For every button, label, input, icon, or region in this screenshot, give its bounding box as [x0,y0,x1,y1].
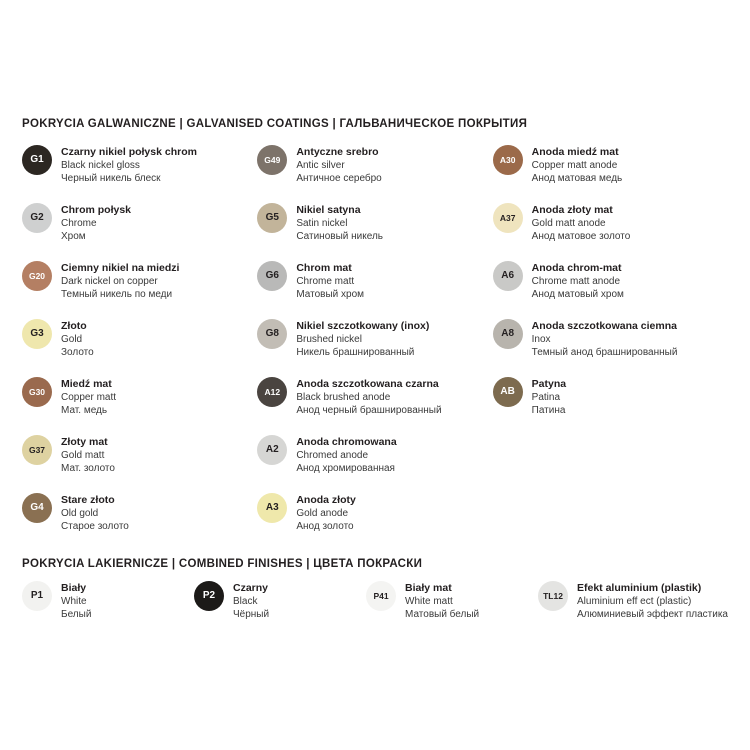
finish-name-ru: Анод матовое золото [531,231,631,242]
section-title-combined: POKRYCIA LAKIERNICZE | COMBINED FINISHES | ЦВЕТА ПОКРАСКИ [22,558,423,570]
finish-name-ru: Белый [61,609,92,620]
finish-name-ru: Античное серебро [296,173,382,184]
finish-name-pl: Biały [61,582,87,594]
finish-labels [61,377,116,417]
finish-item[interactable] [257,435,492,493]
finish-name-pl: Anoda szczotkowana ciemna [531,320,677,332]
finish-name-ru: Черный никель блеск [61,173,161,184]
finish-item[interactable] [22,581,194,639]
finish-name-en: Black brushed anode [296,392,391,403]
finish-labels [296,261,364,301]
finish-labels [296,203,383,243]
finish-labels [296,145,381,185]
finish-swatch: A6 [493,261,523,291]
finish-swatch: P41 [366,581,396,611]
finish-labels [532,261,624,301]
finish-item[interactable] [366,581,538,639]
finish-swatch: G1 [22,145,52,175]
finish-name-ru: Анод матовый хром [531,289,624,300]
finish-labels [532,203,631,243]
finish-labels [532,377,566,417]
finish-name-ru: Темный анод брашнированный [531,347,678,358]
finish-name-pl: Chrom połysk [61,204,132,216]
finish-item[interactable] [257,493,492,551]
finish-swatch: G49 [257,145,287,175]
finish-labels [61,435,115,475]
finish-labels [61,493,129,533]
finish-item[interactable] [493,203,728,261]
finish-name-en: Old gold [61,508,99,519]
finish-item[interactable] [22,319,257,377]
finish-name-en: Chrome [61,218,97,229]
finish-item[interactable] [257,261,492,319]
finish-swatch: G2 [22,203,52,233]
finish-name-en: Dark nickel on copper [61,276,158,287]
finish-labels [405,581,479,621]
finish-item[interactable] [194,581,366,639]
finish-labels [233,581,269,621]
finish-name-en: Black [233,596,258,607]
finish-name-ru: Темный никель по меди [61,289,173,300]
finish-item[interactable] [257,377,492,435]
finish-name-pl: Patyna [531,378,567,390]
finish-name-ru: Анод хромированная [296,463,395,474]
finish-name-en: Chromed anode [296,450,369,461]
finish-name-pl: Anoda chromowana [296,436,397,448]
finish-labels [296,377,441,417]
finish-labels [61,261,179,301]
finish-labels [61,319,94,359]
finish-name-pl: Anoda miedź mat [531,146,619,158]
finish-name-ru: Чёрный [233,609,270,620]
finish-item[interactable] [22,203,257,261]
finish-name-ru: Алюминиевый эффект пластика [577,609,728,620]
finish-swatch: G30 [22,377,52,407]
finish-name-en: Black nickel gloss [61,160,140,171]
finish-name-ru: Матовый хром [296,289,365,300]
finish-name-en: Gold matt [61,450,105,461]
finish-item[interactable] [493,261,728,319]
finish-name-ru: Анод матовая медь [531,173,623,184]
finish-item[interactable] [22,435,257,493]
section-title-galvanised: POKRYCIA GALWANICZNE | GALVANISED COATINGS | ГАЛЬВАНИЧЕСКОЕ ПОКРЫТИЯ [22,118,528,130]
finish-name-pl: Czarny nikiel połysk chrom [61,146,197,158]
finish-name-pl: Złoto [61,320,87,332]
finish-name-en: Gold matt anode [531,218,606,229]
finish-labels [61,203,131,243]
finish-swatch: TL12 [538,581,568,611]
finish-item[interactable] [22,261,257,319]
finish-name-en: White [61,596,87,607]
finish-name-en: Satin nickel [296,218,348,229]
finish-labels [532,145,623,185]
finish-name-ru: Старое золото [61,521,129,532]
finish-swatch: G4 [22,493,52,523]
finish-item[interactable] [22,145,257,203]
finish-swatch: P2 [194,581,224,611]
finish-name-en: Chrome matt [296,276,355,287]
finish-name-en: Chrome matt anode [531,276,621,287]
finish-labels [296,319,429,359]
finish-name-pl: Nikiel szczotkowany (inox) [296,320,430,332]
finish-item[interactable] [257,203,492,261]
finish-name-ru: Анод черный брашнированный [296,405,442,416]
finish-swatch: G5 [257,203,287,233]
finish-labels [532,319,678,359]
finish-swatch: P1 [22,581,52,611]
finish-name-ru: Мат. золото [61,463,115,474]
finish-item[interactable] [22,493,257,551]
finish-labels [296,435,396,475]
finish-swatch: G20 [22,261,52,291]
finish-name-pl: Złoty mat [61,436,108,448]
finish-name-pl: Miedź mat [61,378,112,390]
finish-name-en: Copper matt anode [531,160,618,171]
finish-swatch: A2 [257,435,287,465]
galvanised-coatings-grid [22,145,728,551]
finish-name-en: Patina [531,392,561,403]
finish-item[interactable] [538,581,728,639]
finish-name-pl: Anoda złoty mat [531,204,613,216]
finish-name-pl: Nikiel satyna [296,204,361,216]
finish-item[interactable] [493,145,728,203]
finish-swatch: A12 [257,377,287,407]
finish-swatch: G37 [22,435,52,465]
finish-item[interactable] [22,377,257,435]
finish-labels [296,493,356,533]
finish-item[interactable] [257,145,492,203]
finish-name-ru: Сатиновый никель [296,231,383,242]
finish-name-en: Antic silver [296,160,345,171]
finish-item[interactable] [493,319,728,377]
finish-name-en: White matt [405,596,453,607]
grid-spacer [493,493,728,551]
finish-name-ru: Мат. медь [61,405,108,416]
finish-swatch: G8 [257,319,287,349]
finish-name-en: Inox [531,334,551,345]
finish-swatch: G3 [22,319,52,349]
finish-name-pl: Efekt aluminium (plastik) [577,582,702,594]
finish-swatch: A3 [257,493,287,523]
finish-name-ru: Золото [61,347,94,358]
finish-name-ru: Патина [531,405,566,416]
finish-name-ru: Никель брашнированный [296,347,415,358]
finish-labels [61,145,197,185]
finish-name-en: Gold [61,334,83,345]
finish-name-pl: Stare złoto [61,494,115,506]
finish-name-pl: Biały mat [405,582,452,594]
finish-name-en: Copper matt [61,392,117,403]
combined-finishes-grid [22,581,728,639]
finish-name-pl: Anoda chrom-mat [531,262,622,274]
finish-name-ru: Матовый белый [405,609,480,620]
finish-labels [61,581,91,621]
finish-name-en: Aluminium eff ect (plastic) [577,596,692,607]
finish-labels [577,581,728,621]
finish-name-pl: Ciemny nikiel na miedzi [61,262,180,274]
finish-swatch: AB [493,377,523,407]
grid-spacer [493,435,728,493]
finish-swatch: A37 [493,203,523,233]
finish-name-en: Brushed nickel [296,334,362,345]
finish-item[interactable] [257,319,492,377]
finish-name-ru: Хром [61,231,86,242]
finish-name-pl: Anoda złoty [296,494,356,506]
finish-swatch: G6 [257,261,287,291]
finish-name-ru: Анод золото [296,521,354,532]
finish-swatch: A30 [493,145,523,175]
finish-swatch: A8 [493,319,523,349]
finish-name-pl: Chrom mat [296,262,352,274]
finish-name-pl: Czarny [233,582,269,594]
finish-name-en: Gold anode [296,508,349,519]
finish-name-pl: Antyczne srebro [296,146,379,158]
finish-name-pl: Anoda szczotkowana czarna [296,378,439,390]
finish-item[interactable] [493,377,728,435]
